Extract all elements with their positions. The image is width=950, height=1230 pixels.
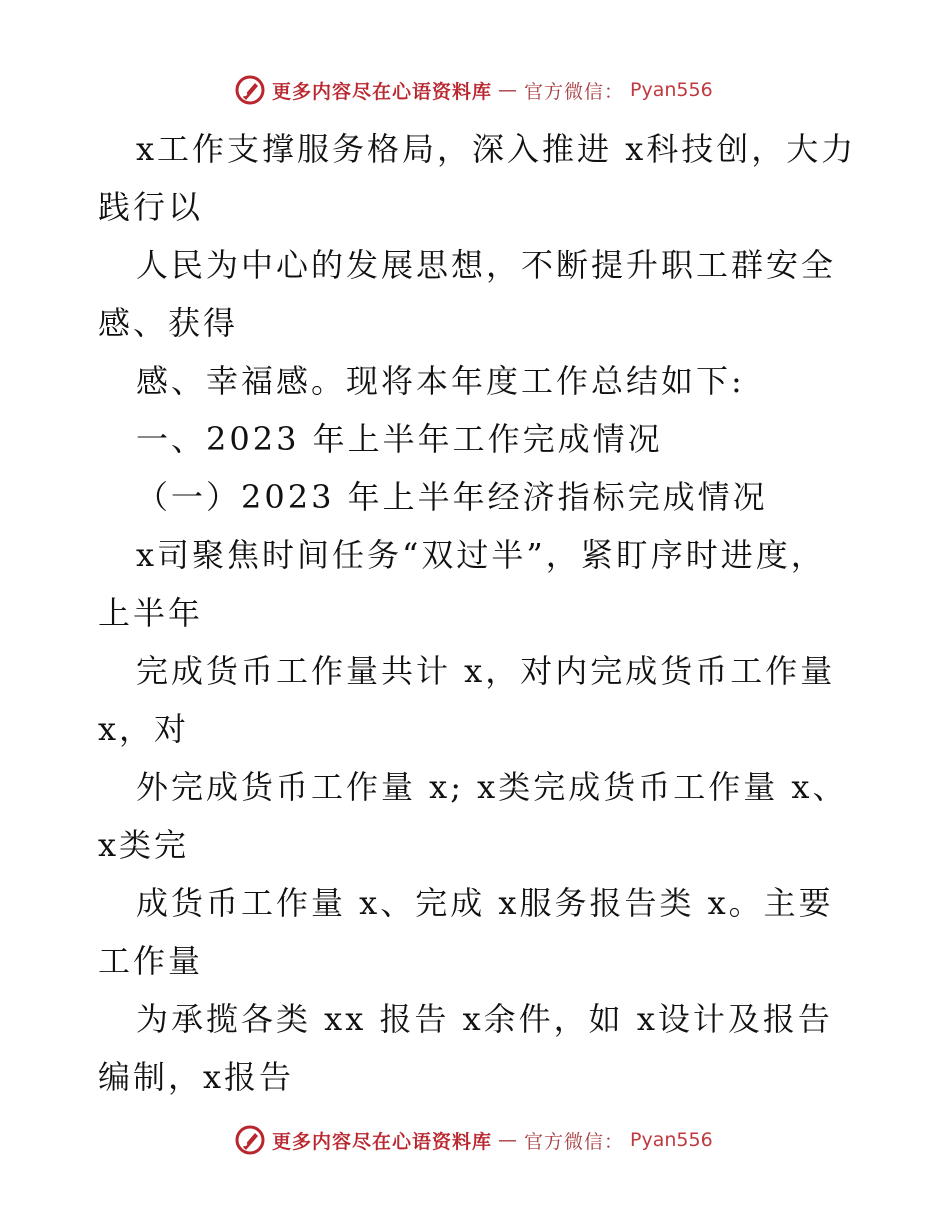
document-line: 人民为中心的发展思想，不断提升职工群安全 — [136, 246, 837, 284]
watermark-official-label: 官方微信： — [524, 80, 625, 103]
pen-circle-logo-icon — [234, 1124, 266, 1156]
document-line: 感、获得 — [98, 304, 239, 342]
document-line: 成货币工作量 x、完成 x服务报告类 x。主要 — [136, 884, 834, 922]
document-line: x工作支撑服务格局，深入推进 x科技创，大力 — [136, 130, 857, 168]
watermark-separator: — — [498, 1129, 519, 1151]
watermark-separator: — — [498, 79, 519, 101]
watermark-main-text: 更多内容尽在心语资料库 — [272, 1130, 493, 1153]
pen-circle-logo-icon — [234, 74, 266, 106]
document-line: 为承揽各类 xx 报告 x余件，如 x设计及报告 — [136, 1000, 833, 1038]
watermark-main-text: 更多内容尽在心语资料库 — [272, 80, 493, 103]
document-line: 完成货币工作量共计 x，对内完成货币工作量 — [136, 652, 836, 690]
watermark-footer — [234, 1120, 713, 1160]
document-line: x，对 — [98, 710, 190, 748]
document-line: 感、幸福感。现将本年度工作总结如下: — [136, 362, 745, 400]
document-line: 践行以 — [98, 188, 204, 226]
watermark-header — [234, 70, 713, 110]
document-line: 编制，x报告 — [98, 1058, 295, 1096]
watermark-wechat-id: Pyan556 — [630, 79, 713, 101]
document-line: （一）2023 年上半年经济指标完成情况 — [136, 478, 768, 516]
watermark-official-label: 官方微信： — [524, 1130, 625, 1153]
document-line: 上半年 — [98, 594, 204, 632]
document-line: 工作量 — [98, 942, 204, 980]
document-line: x类完 — [98, 826, 190, 864]
document-line: 一、2023 年上半年工作完成情况 — [136, 420, 663, 458]
document-line: 外完成货币工作量 x; x类完成货币工作量 x、 — [136, 768, 848, 806]
document-line: x司聚焦时间任务“双过半”，紧盯序时进度， — [136, 536, 826, 574]
watermark-wechat-id: Pyan556 — [630, 1129, 713, 1151]
